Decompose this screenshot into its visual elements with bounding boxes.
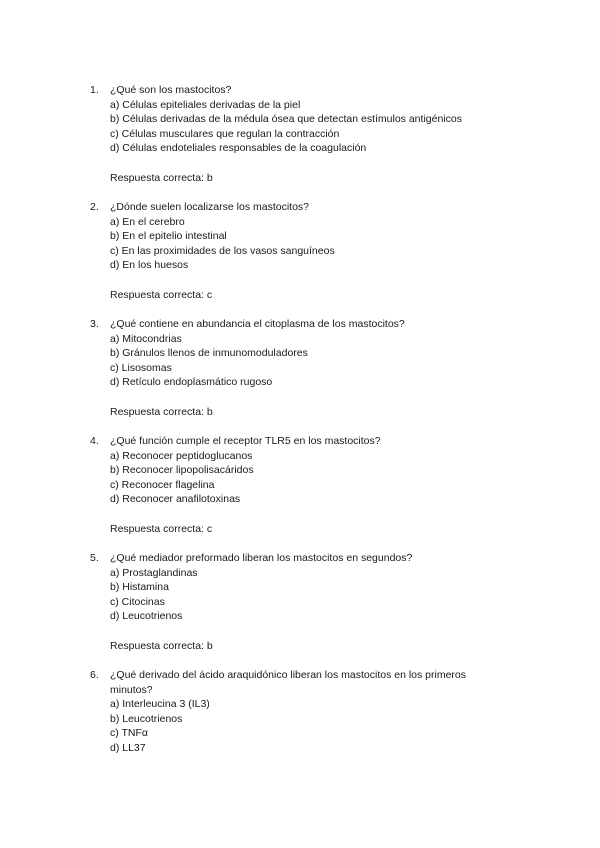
option-b: b) Gránulos llenos de inmunomoduladores: [110, 347, 308, 360]
question-header: [90, 668, 500, 697]
option-d: d) Retículo endoplasmático rugoso: [110, 376, 273, 389]
question-text: ¿Qué derivado del ácido araquidónico liberan los mastocitos en los primeros minutos?: [110, 669, 467, 696]
option-d: d) Leucotrienos: [110, 610, 183, 623]
options-list: [110, 98, 500, 156]
options-list: [110, 566, 500, 624]
option-a: a) Reconocer peptidoglucanos: [110, 449, 253, 462]
question-text: ¿Dónde suelen localizarse los mastocitos?: [110, 201, 310, 213]
question-number: 2.: [90, 201, 99, 213]
option-b: b) Células derivadas de la médula ósea que detectan estímulos antigénicos: [110, 113, 462, 126]
question-4: [90, 434, 500, 536]
question-text: ¿Qué mediador preformado liberan los mastocitos en segundos?: [110, 552, 413, 564]
question-header: [90, 317, 500, 332]
option-d: d) En los huesos: [110, 259, 189, 272]
option-d: d) LL37: [110, 741, 146, 754]
question-number: 3.: [90, 318, 99, 330]
option-b: b) Histamina: [110, 581, 169, 594]
question-text: ¿Qué son los mastocitos?: [110, 84, 232, 96]
correct-answer: Respuesta correcta: b: [110, 171, 213, 184]
question-number: 4.: [90, 435, 99, 447]
option-b: b) Reconocer lipopolisacáridos: [110, 464, 254, 477]
option-a: a) Células epiteliales derivadas de la piel: [110, 98, 301, 111]
question-header: [90, 551, 500, 566]
correct-answer: Respuesta correcta: c: [110, 288, 213, 301]
question-number: 6.: [90, 669, 99, 681]
option-a: a) Mitocondrias: [110, 332, 182, 345]
option-c: c) TNFα: [110, 727, 148, 740]
question-text: ¿Qué contiene en abundancia el citoplasma de los mastocitos?: [110, 318, 405, 330]
option-c: c) Citocinas: [110, 595, 165, 608]
options-list: [110, 449, 500, 507]
question-header: [90, 200, 500, 215]
correct-answer: Respuesta correcta: b: [110, 405, 213, 418]
question-header: [90, 83, 500, 98]
options-list: [110, 697, 500, 755]
option-b: b) Leucotrienos: [110, 712, 183, 725]
option-a: a) Prostaglandinas: [110, 566, 198, 579]
question-header: [90, 434, 500, 449]
question-6: [90, 668, 500, 756]
option-c: c) Células musculares que regulan la contracción: [110, 127, 340, 140]
options-list: [110, 332, 500, 390]
question-3: [90, 317, 500, 419]
question-5: [90, 551, 500, 653]
question-number: 1.: [90, 84, 99, 96]
question-number: 5.: [90, 552, 99, 564]
option-c: c) Reconocer flagelina: [110, 478, 215, 491]
question-text: ¿Qué función cumple el receptor TLR5 en los mastocitos?: [110, 435, 381, 447]
correct-answer: Respuesta correcta: b: [110, 639, 213, 652]
option-d: d) Células endoteliales responsables de la coagulación: [110, 142, 367, 155]
option-a: a) Interleucina 3 (IL3): [110, 698, 210, 711]
question-1: [90, 83, 500, 185]
correct-answer: Respuesta correcta: c: [110, 522, 213, 535]
option-c: c) En las proximidades de los vasos sanguíneos: [110, 244, 335, 257]
option-d: d) Reconocer anafilotoxinas: [110, 493, 241, 506]
option-c: c) Lisosomas: [110, 361, 172, 374]
options-list: [110, 215, 500, 273]
option-a: a) En el cerebro: [110, 215, 185, 228]
question-2: [90, 200, 500, 302]
option-b: b) En el epitelio intestinal: [110, 230, 227, 243]
